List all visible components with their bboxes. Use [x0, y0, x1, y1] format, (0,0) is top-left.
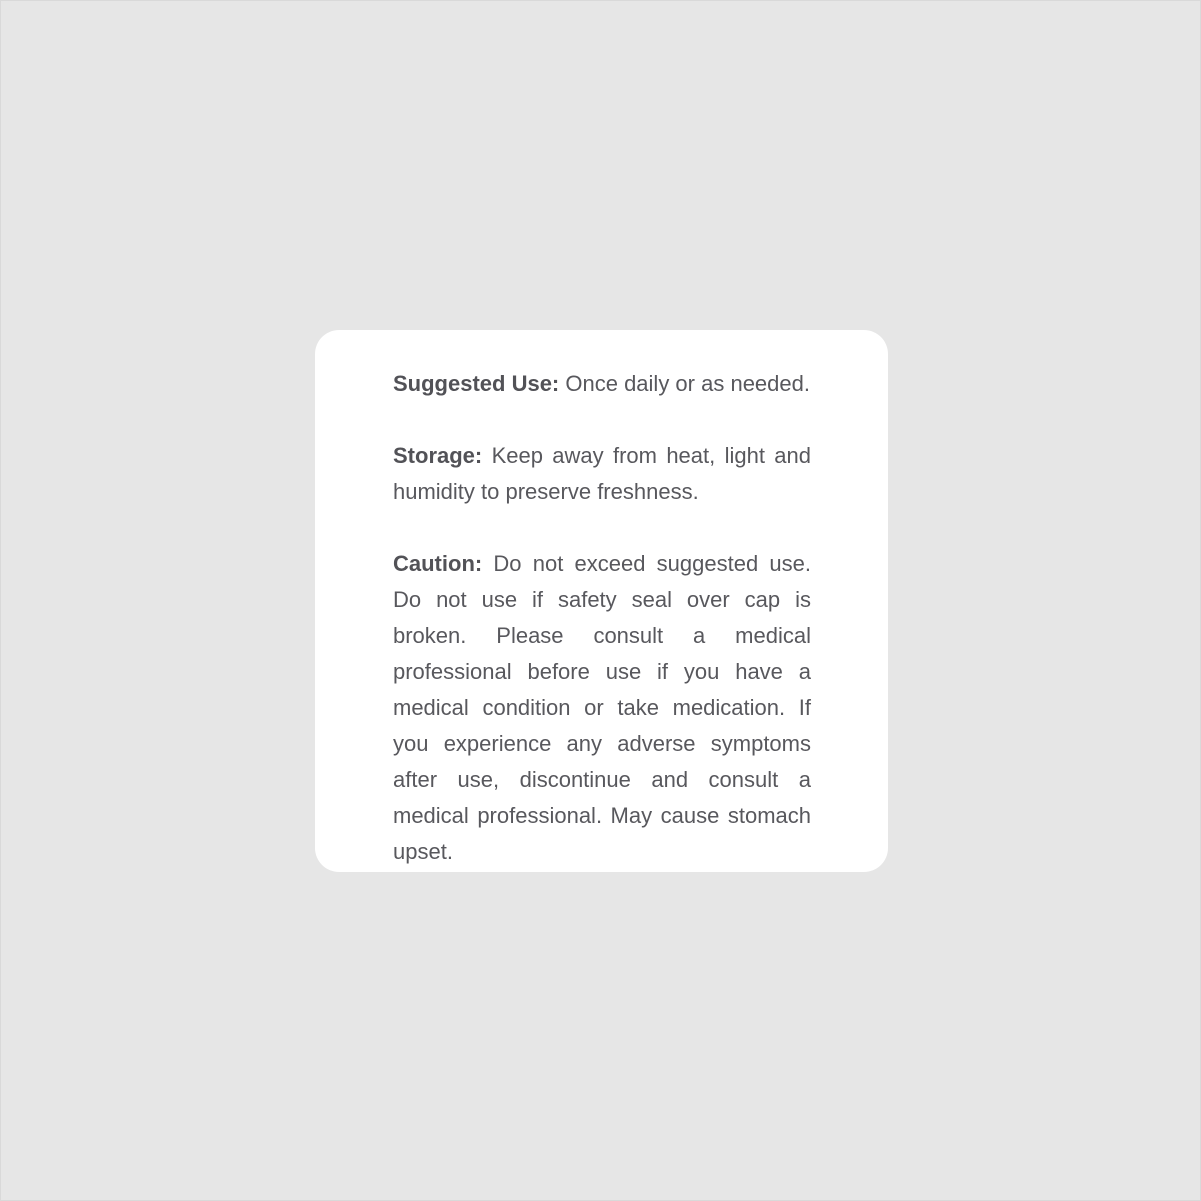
info-card: [315, 330, 888, 872]
caution-label: Caution:: [393, 551, 483, 576]
caution-paragraph: [393, 546, 811, 870]
storage-label: Storage:: [393, 443, 483, 468]
suggested-use-paragraph: [393, 366, 811, 402]
card-content: [393, 366, 811, 870]
suggested-use-label: Suggested Use:: [393, 371, 560, 396]
storage-text: Keep away from heat, light and humidity to preserve freshness.: [393, 443, 811, 504]
suggested-use-text: Once daily or as needed.: [559, 371, 810, 396]
storage-paragraph: [393, 438, 811, 510]
caution-text: Do not exceed suggested use. Do not use if safety seal over cap is broken. Please consult a medical professional before use if you have a medical condition or take medication. If you experience any adverse symptoms after use, discontinue and consult a medical professional. May cause stomach upset.: [393, 551, 811, 864]
